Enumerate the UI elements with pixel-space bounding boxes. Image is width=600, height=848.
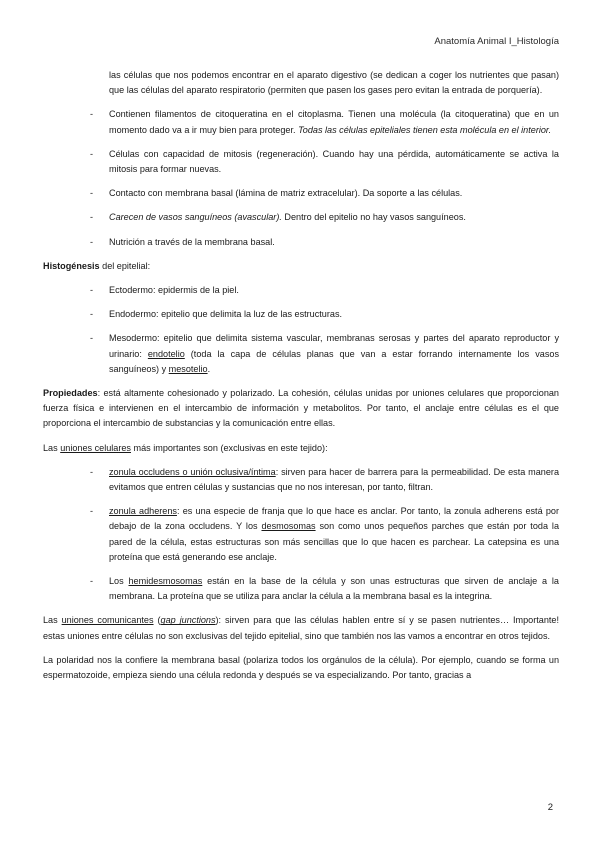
comunicantes-paragraph: Las uniones comunicantes (gap junctions): sirven para que las células hablen entre sí y se pasen nutrientes… Importante! estas uniones entre células no son exclusivas del tejido epitelial, sino que también nos las vamos a encontrar en otros tejidos. xyxy=(43,615,559,641)
polaridad-paragraph: La polaridad nos la confiere la membrana basal (polariza todos los orgánulos de la célula). Por ejemplo, cuando se forma un espermatozoide, empieza siendo una célula redonda y después se va especializando. Por tanto, gracias a xyxy=(43,654,559,681)
bullet-dash: - xyxy=(90,148,94,159)
list-item: - zonula adherens: es una especie de franja que lo que hace es anclar. Por tanto, la zonula adherens está por debajo de la zona occludens. Y los desmosomas son como unos pequeños parches que están por toda la pared de la célula, estas estructuras son más sencillas que lo que hacen es parchear. La catepsina es una proteína que está generando ese anclaje. xyxy=(90,506,560,562)
intro-continuation: las células que nos podemos encontrar en el aparato digestivo (se dedican a coger los nutrientes que pasan) que las células del aparato respiratorio (permiten que pasen los gases pero evitan la entrada de porquería). xyxy=(109,70,559,96)
bullet-dash: - xyxy=(90,188,94,199)
list-item: - Contacto con membrana basal (lámina de matriz extracelular). Da soporte a las células. xyxy=(43,186,559,201)
uniones-intro: Las uniones celulares más importantes son (exclusivas en este tejido): xyxy=(43,442,328,453)
page-number: 2 xyxy=(547,802,553,813)
list-item: - Carecen de vasos sanguíneos (avascular). Dentro del epitelio no hay vasos sanguíneos. xyxy=(43,210,559,225)
page-header: Anatomía Animal I_Histología xyxy=(434,36,559,47)
mesotelio-term: mesotelio xyxy=(168,363,208,374)
uniones-list xyxy=(43,465,559,605)
bullet-dash: - xyxy=(90,506,94,517)
list-item: - Mesodermo: epitelio que delimita sistema vascular, membranas serosas y partes del aparato reproductor y urinario: endotelio (toda la capa de células planas que van a estar forrando internamente los vasos sanguíneos) y mesotelio. xyxy=(90,333,559,374)
propiedades-paragraph: Propiedades: está altamente cohesionado y polarizado. La cohesión, células unidas por uniones celulares que proporcionan fuerza física e intervienen en el intercambio de información y metabolitos. Por tanto, el anclaje entre células es el que proporciona el intercambio de substancias y la comunicación entre ellas. xyxy=(43,388,559,429)
bullet-dash: - xyxy=(90,236,94,247)
characteristics-list xyxy=(43,107,559,249)
list-item: - Los hemidesmosomas están en la base de la célula y son unas estructuras que sirven de anclaje a la membrana. La proteína que se utiliza para anclar la célula a la membrana basal es la integrina. xyxy=(90,576,559,602)
list-item: - Endodermo: epitelio que delimita la luz de las estructuras. xyxy=(43,307,559,322)
list-item: - Células con capacidad de mitosis (regeneración). Cuando hay una pérdida, automáticamente se activa la mitosis para formar nuevas. xyxy=(90,148,559,175)
list-item: - Contienen filamentos de citoqueratina en el citoplasma. Tienen una molécula (la citoqueratina) que en un momento dado va a ir muy bien para proteger. Todas las células epiteliales tienen esta molécula en el interior. xyxy=(90,109,559,135)
bullet-dash: - xyxy=(90,109,94,120)
histogenesis-heading: Histogénesis del epitelial: xyxy=(43,260,151,271)
bullet-dash: - xyxy=(90,285,94,296)
bullet-dash: - xyxy=(90,466,94,477)
endotelio-term: endotelio xyxy=(147,348,185,359)
list-item: - Ectodermo: epidermis de la piel. xyxy=(43,283,559,298)
list-item: - zonula occludens o unión oclusiva/íntima: sirven para hacer de barrera para la permeabilidad. De esta manera evitamos que entren células y sustancias que no nos interesan, por tanto, filtran. xyxy=(90,466,559,493)
bullet-dash: - xyxy=(90,309,94,320)
bullet-dash: - xyxy=(90,576,94,587)
page-content xyxy=(43,68,559,683)
list-item: - Nutrición a través de la membrana basal. xyxy=(43,235,559,250)
bullet-dash: - xyxy=(90,212,94,223)
histogenesis-list xyxy=(43,283,559,377)
bullet-dash: - xyxy=(90,333,94,344)
